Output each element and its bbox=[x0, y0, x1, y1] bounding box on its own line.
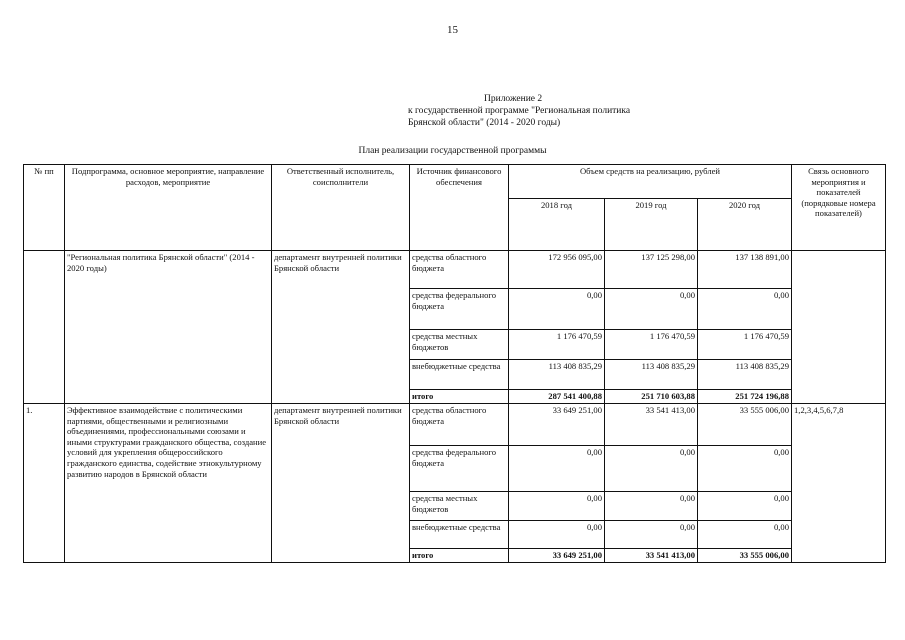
header-num: № пп bbox=[24, 165, 65, 251]
amount-2020: 33 555 006,00 bbox=[698, 549, 792, 563]
amount-2019: 137 125 298,00 bbox=[605, 251, 698, 289]
funding-source: средства местных бюджетов bbox=[410, 492, 509, 521]
amount-2018: 172 956 095,00 bbox=[509, 251, 605, 289]
amount-2020: 113 408 835,29 bbox=[698, 360, 792, 390]
executor: департамент внутренней политики Брянской области bbox=[272, 404, 410, 563]
header-volume: Объем средств на реализацию, рублей bbox=[509, 165, 792, 199]
amount-2019: 251 710 603,88 bbox=[605, 390, 698, 404]
amount-2018: 1 176 470,59 bbox=[509, 330, 605, 360]
amount-2019: 1 176 470,59 bbox=[605, 330, 698, 360]
amount-2019: 0,00 bbox=[605, 492, 698, 521]
appendix-caption bbox=[408, 93, 630, 129]
indicator-link bbox=[792, 251, 886, 404]
header-link: Связь основного мероприятия и показателей (порядковые номера показателей) bbox=[792, 165, 886, 251]
amount-2019: 0,00 bbox=[605, 289, 698, 330]
funding-source: средства федерального бюджета bbox=[410, 446, 509, 492]
header-year-2019: 2019 год bbox=[605, 199, 698, 251]
amount-2020: 0,00 bbox=[698, 289, 792, 330]
amount-2018: 0,00 bbox=[509, 446, 605, 492]
plan-title: План реализации государственной программы bbox=[358, 146, 547, 156]
plan-table bbox=[23, 164, 886, 563]
indicator-link: 1,2,3,4,5,6,7,8 bbox=[792, 404, 886, 563]
amount-2019: 33 541 413,00 bbox=[605, 549, 698, 563]
amount-2018: 0,00 bbox=[509, 289, 605, 330]
appendix-line-3: Брянской области" (2014 - 2020 годы) bbox=[408, 118, 561, 128]
funding-source: итого bbox=[410, 549, 509, 563]
table-row bbox=[24, 251, 886, 289]
amount-2020: 0,00 bbox=[698, 521, 792, 549]
amount-2018: 0,00 bbox=[509, 521, 605, 549]
amount-2019: 33 541 413,00 bbox=[605, 404, 698, 446]
amount-2020: 33 555 006,00 bbox=[698, 404, 792, 446]
amount-2018: 33 649 251,00 bbox=[509, 404, 605, 446]
header-executor: Ответственный исполнитель, соисполнители bbox=[272, 165, 410, 251]
appendix-line-2: к государственной программе "Региональная политика bbox=[408, 106, 631, 116]
funding-source: итого bbox=[410, 390, 509, 404]
funding-source: средства областного бюджета bbox=[410, 404, 509, 446]
header-subprogram: Подпрограмма, основное мероприятие, направление расходов, мероприятие bbox=[65, 165, 272, 251]
funding-source: внебюджетные средства bbox=[410, 360, 509, 390]
executor: департамент внутренней политики Брянской области bbox=[272, 251, 410, 404]
amount-2019: 0,00 bbox=[605, 446, 698, 492]
header-year-2020: 2020 год bbox=[698, 199, 792, 251]
amount-2020: 0,00 bbox=[698, 446, 792, 492]
row-number: 1. bbox=[24, 404, 65, 563]
amount-2019: 113 408 835,29 bbox=[605, 360, 698, 390]
amount-2018: 113 408 835,29 bbox=[509, 360, 605, 390]
header-source: Источник финансового обеспечения bbox=[410, 165, 509, 251]
appendix-line-1: Приложение 2 bbox=[484, 94, 543, 104]
amount-2020: 0,00 bbox=[698, 492, 792, 521]
amount-2018: 287 541 400,88 bbox=[509, 390, 605, 404]
program-name: "Региональная политика Брянской области" (2014 - 2020 годы) bbox=[65, 251, 272, 404]
amount-2020: 251 724 196,88 bbox=[698, 390, 792, 404]
amount-2020: 137 138 891,00 bbox=[698, 251, 792, 289]
table-row bbox=[24, 404, 886, 446]
funding-source: внебюджетные средства bbox=[410, 521, 509, 549]
amount-2019: 0,00 bbox=[605, 521, 698, 549]
header-year-2018: 2018 год bbox=[509, 199, 605, 251]
page-number: 15 bbox=[447, 24, 458, 36]
funding-source: средства федерального бюджета bbox=[410, 289, 509, 330]
funding-source: средства местных бюджетов bbox=[410, 330, 509, 360]
plan-table-body bbox=[24, 251, 886, 563]
amount-2018: 33 649 251,00 bbox=[509, 549, 605, 563]
row-number bbox=[24, 251, 65, 404]
amount-2018: 0,00 bbox=[509, 492, 605, 521]
program-name: Эффективное взаимодействие с политическими партиями, общественными и религиозными объединениями, профессиональными союзами и иными структурами гражданского общества, создание условий для укрепления общероссийского гражданского единства, содействие этнокультурному развитию народов в Брянской области bbox=[65, 404, 272, 563]
amount-2020: 1 176 470,59 bbox=[698, 330, 792, 360]
funding-source: средства областного бюджета bbox=[410, 251, 509, 289]
